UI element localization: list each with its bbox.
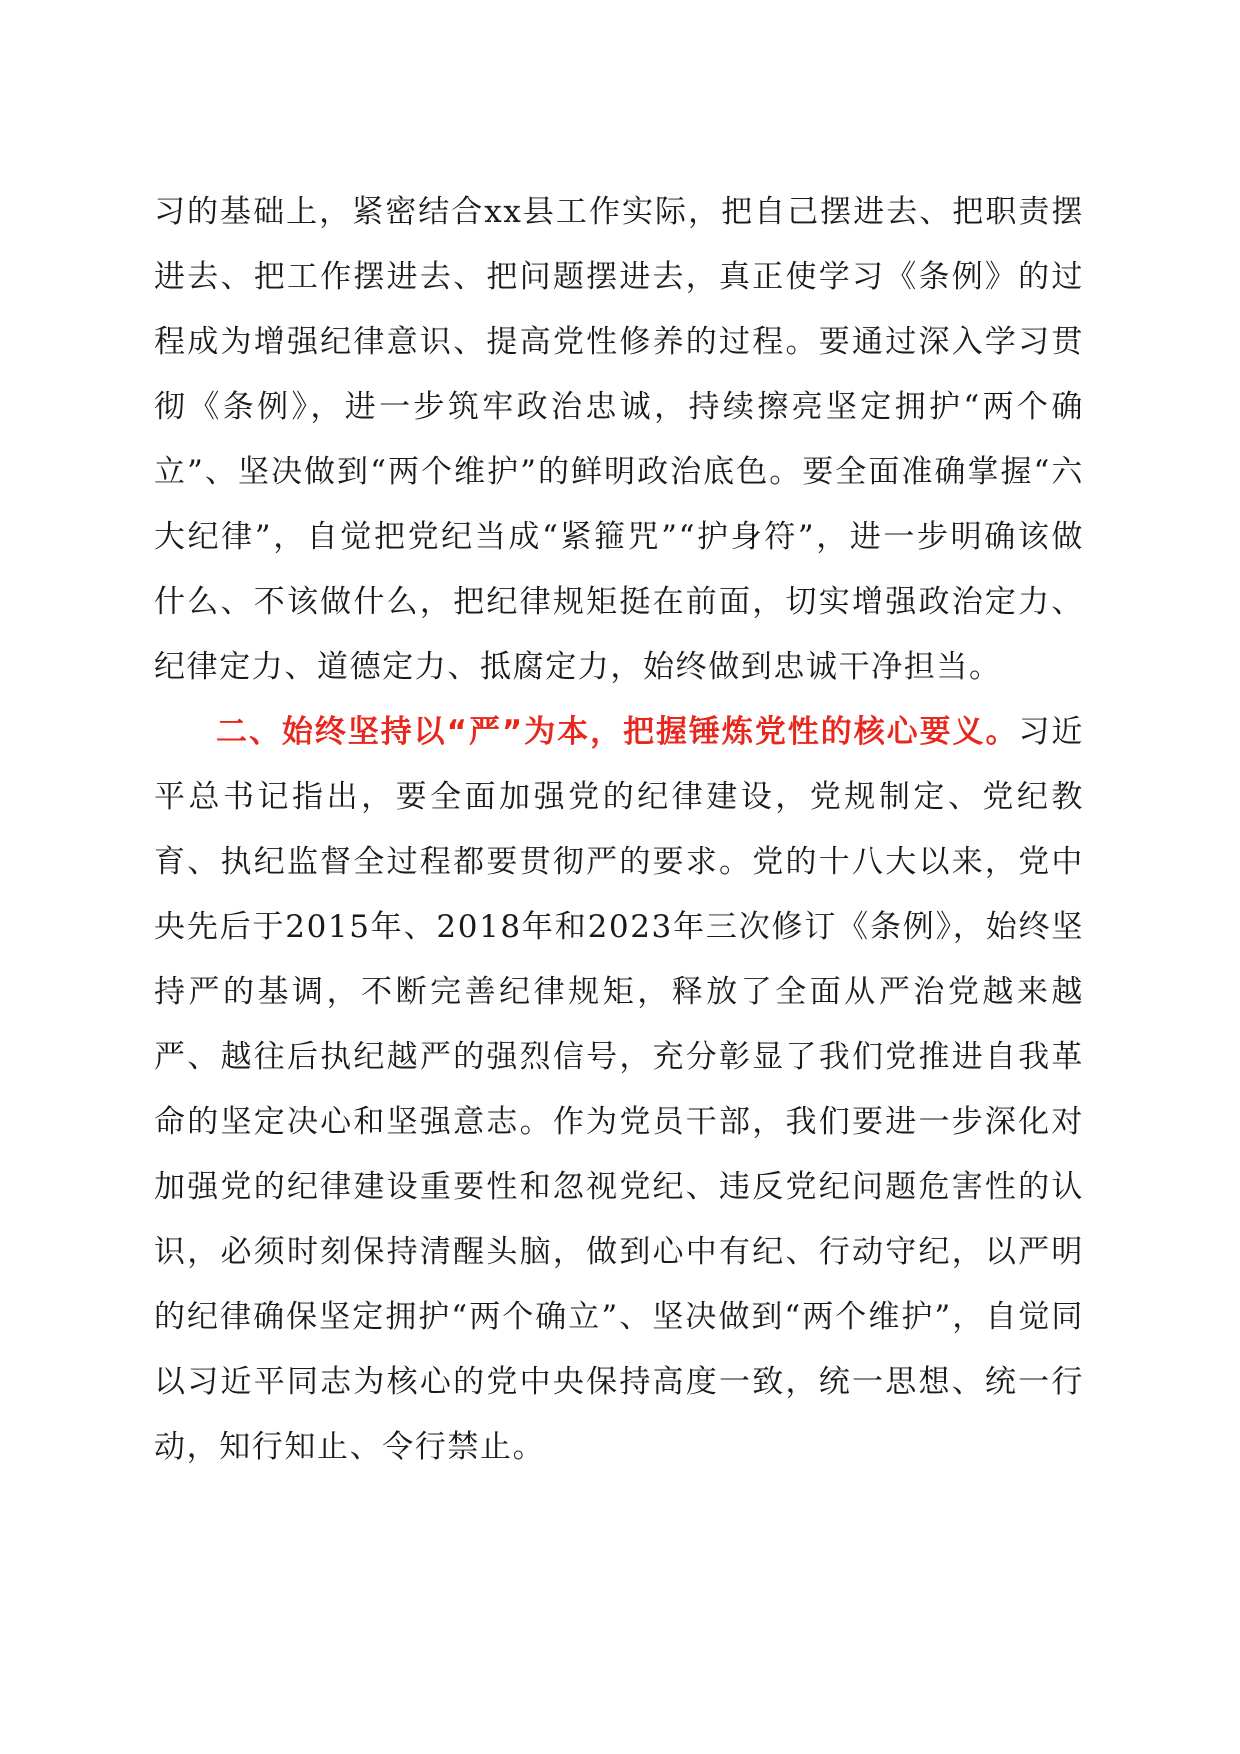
paragraph-1-text: 习的基础上，紧密结合xx县工作实际，把自己摆进去、把职责摆进去、把工作摆进去、把问题摆进去，真正使学习《条例》的过程成为增强纪律意识、提高党性修养的过程。要通过深入学习贯彻《条例》，进一步筑牢政治忠诚，持续擦亮坚定拥护“两个确立”、坚决做到“两个维护”的鲜明政治底色。要全面准确掌握“六大纪律”，自觉把党纪当成“紧箍咒”“护身符”，进一步明确该做什么、不该做什么，把纪律规矩挺在前面，切实增强政治定力、纪律定力、道德定力、抵腐定力，始终做到忠诚干净担当。 (154, 194, 1084, 685)
paragraph-section-2 (154, 700, 1084, 1480)
section-2-body: 习近平总书记指出，要全面加强党的纪律建设，党规制定、党纪教育、执纪监督全过程都要贯彻严的要求。党的十八大以来，党中央先后于2015年、2018年和2023年三次修订《条例》，始终坚持严的基调，不断完善纪律规矩，释放了全面从严治党越来越严、越往后执纪越严的强烈信号，充分彰显了我们党推进自我革命的坚定决心和坚强意志。作为党员干部，我们要进一步深化对加强党的纪律建设重要性和忽视党纪、违反党纪问题危害性的认识，必须时刻保持清醒头脑，做到心中有纪、行动守纪，以严明的纪律确保坚定拥护“两个确立”、坚决做到“两个维护”，自觉同以习近平同志为核心的党中央保持高度一致，统一思想、统一行动，知行知止、令行禁止。 (154, 714, 1085, 1465)
paragraph-continued (154, 180, 1084, 700)
document-body (154, 180, 1084, 1480)
section-2-heading: 二、始终坚持以“严”为本，把握锤炼党性的核心要义。 (216, 714, 1019, 750)
